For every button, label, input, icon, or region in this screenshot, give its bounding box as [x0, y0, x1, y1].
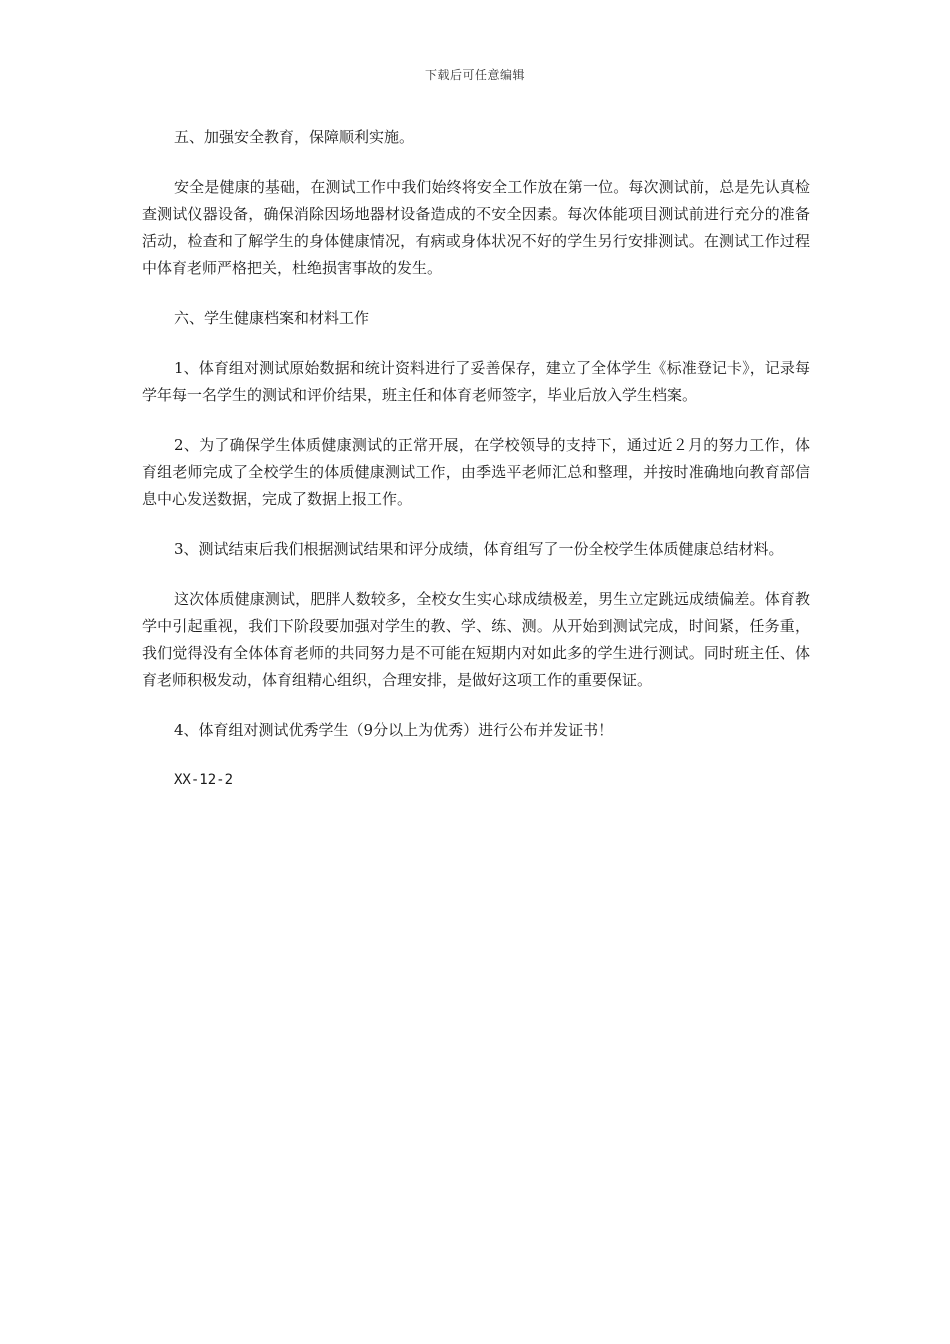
- summary-paragraph: 这次体质健康测试，肥胖人数较多，全校女生实心球成绩极差，男生立定跳远成绩偏差。体育教学中引起重视，我们下阶段要加强对学生的教、学、练、测。从开始到测试完成，时间紧，任务重，我们觉得没有全体体育老师的共同努力是不可能在短期内对如此多的学生进行测试。同时班主任、体育老师积极发动，体育组精心组织，合理安排，是做好这项工作的重要保证。: [142, 590, 810, 689]
- header-note: 下载后可任意编辑: [424, 68, 525, 82]
- document-date: XX-12-2: [174, 772, 234, 788]
- section-6-item-1: 1、体育组对测试原始数据和统计资料进行了妥善保存，建立了全体学生《标准登记卡》，记录每学年每一名学生的测试和评价结果，班主任和体育老师签字，毕业后放入学生档案。: [142, 359, 810, 404]
- section-5-title: 五、加强安全教育，保障顺利实施。: [174, 128, 415, 146]
- document-body: [142, 124, 810, 794]
- section-6-title: 六、学生健康档案和材料工作: [174, 309, 370, 327]
- section-6-item-4: 4、体育组对测试优秀学生（9分以上为优秀）进行公布并发证书！: [174, 721, 614, 739]
- section-6-item-3: 3、测试结束后我们根据测试结果和评分成绩，体育组写了一份全校学生体质健康总结材料。: [174, 540, 784, 558]
- section-5-body: 安全是健康的基础，在测试工作中我们始终将安全工作放在第一位。每次测试前，总是先认真检查测试仪器设备，确保消除因场地器材设备造成的不安全因素。每次体能项目测试前进行充分的准备活动，检查和了解学生的身体健康情况，有病或身体状况不好的学生另行安排测试。在测试工作过程中体育老师严格把关，杜绝损害事故的发生。: [142, 178, 810, 277]
- section-6-item-2: 2、为了确保学生体质健康测试的正常开展，在学校领导的支持下，通过近２月的努力工作，体育组老师完成了全校学生的体质健康测试工作，由季选平老师汇总和整理，并按时准确地向教育部信息中心发送数据，完成了数据上报工作。: [142, 436, 810, 508]
